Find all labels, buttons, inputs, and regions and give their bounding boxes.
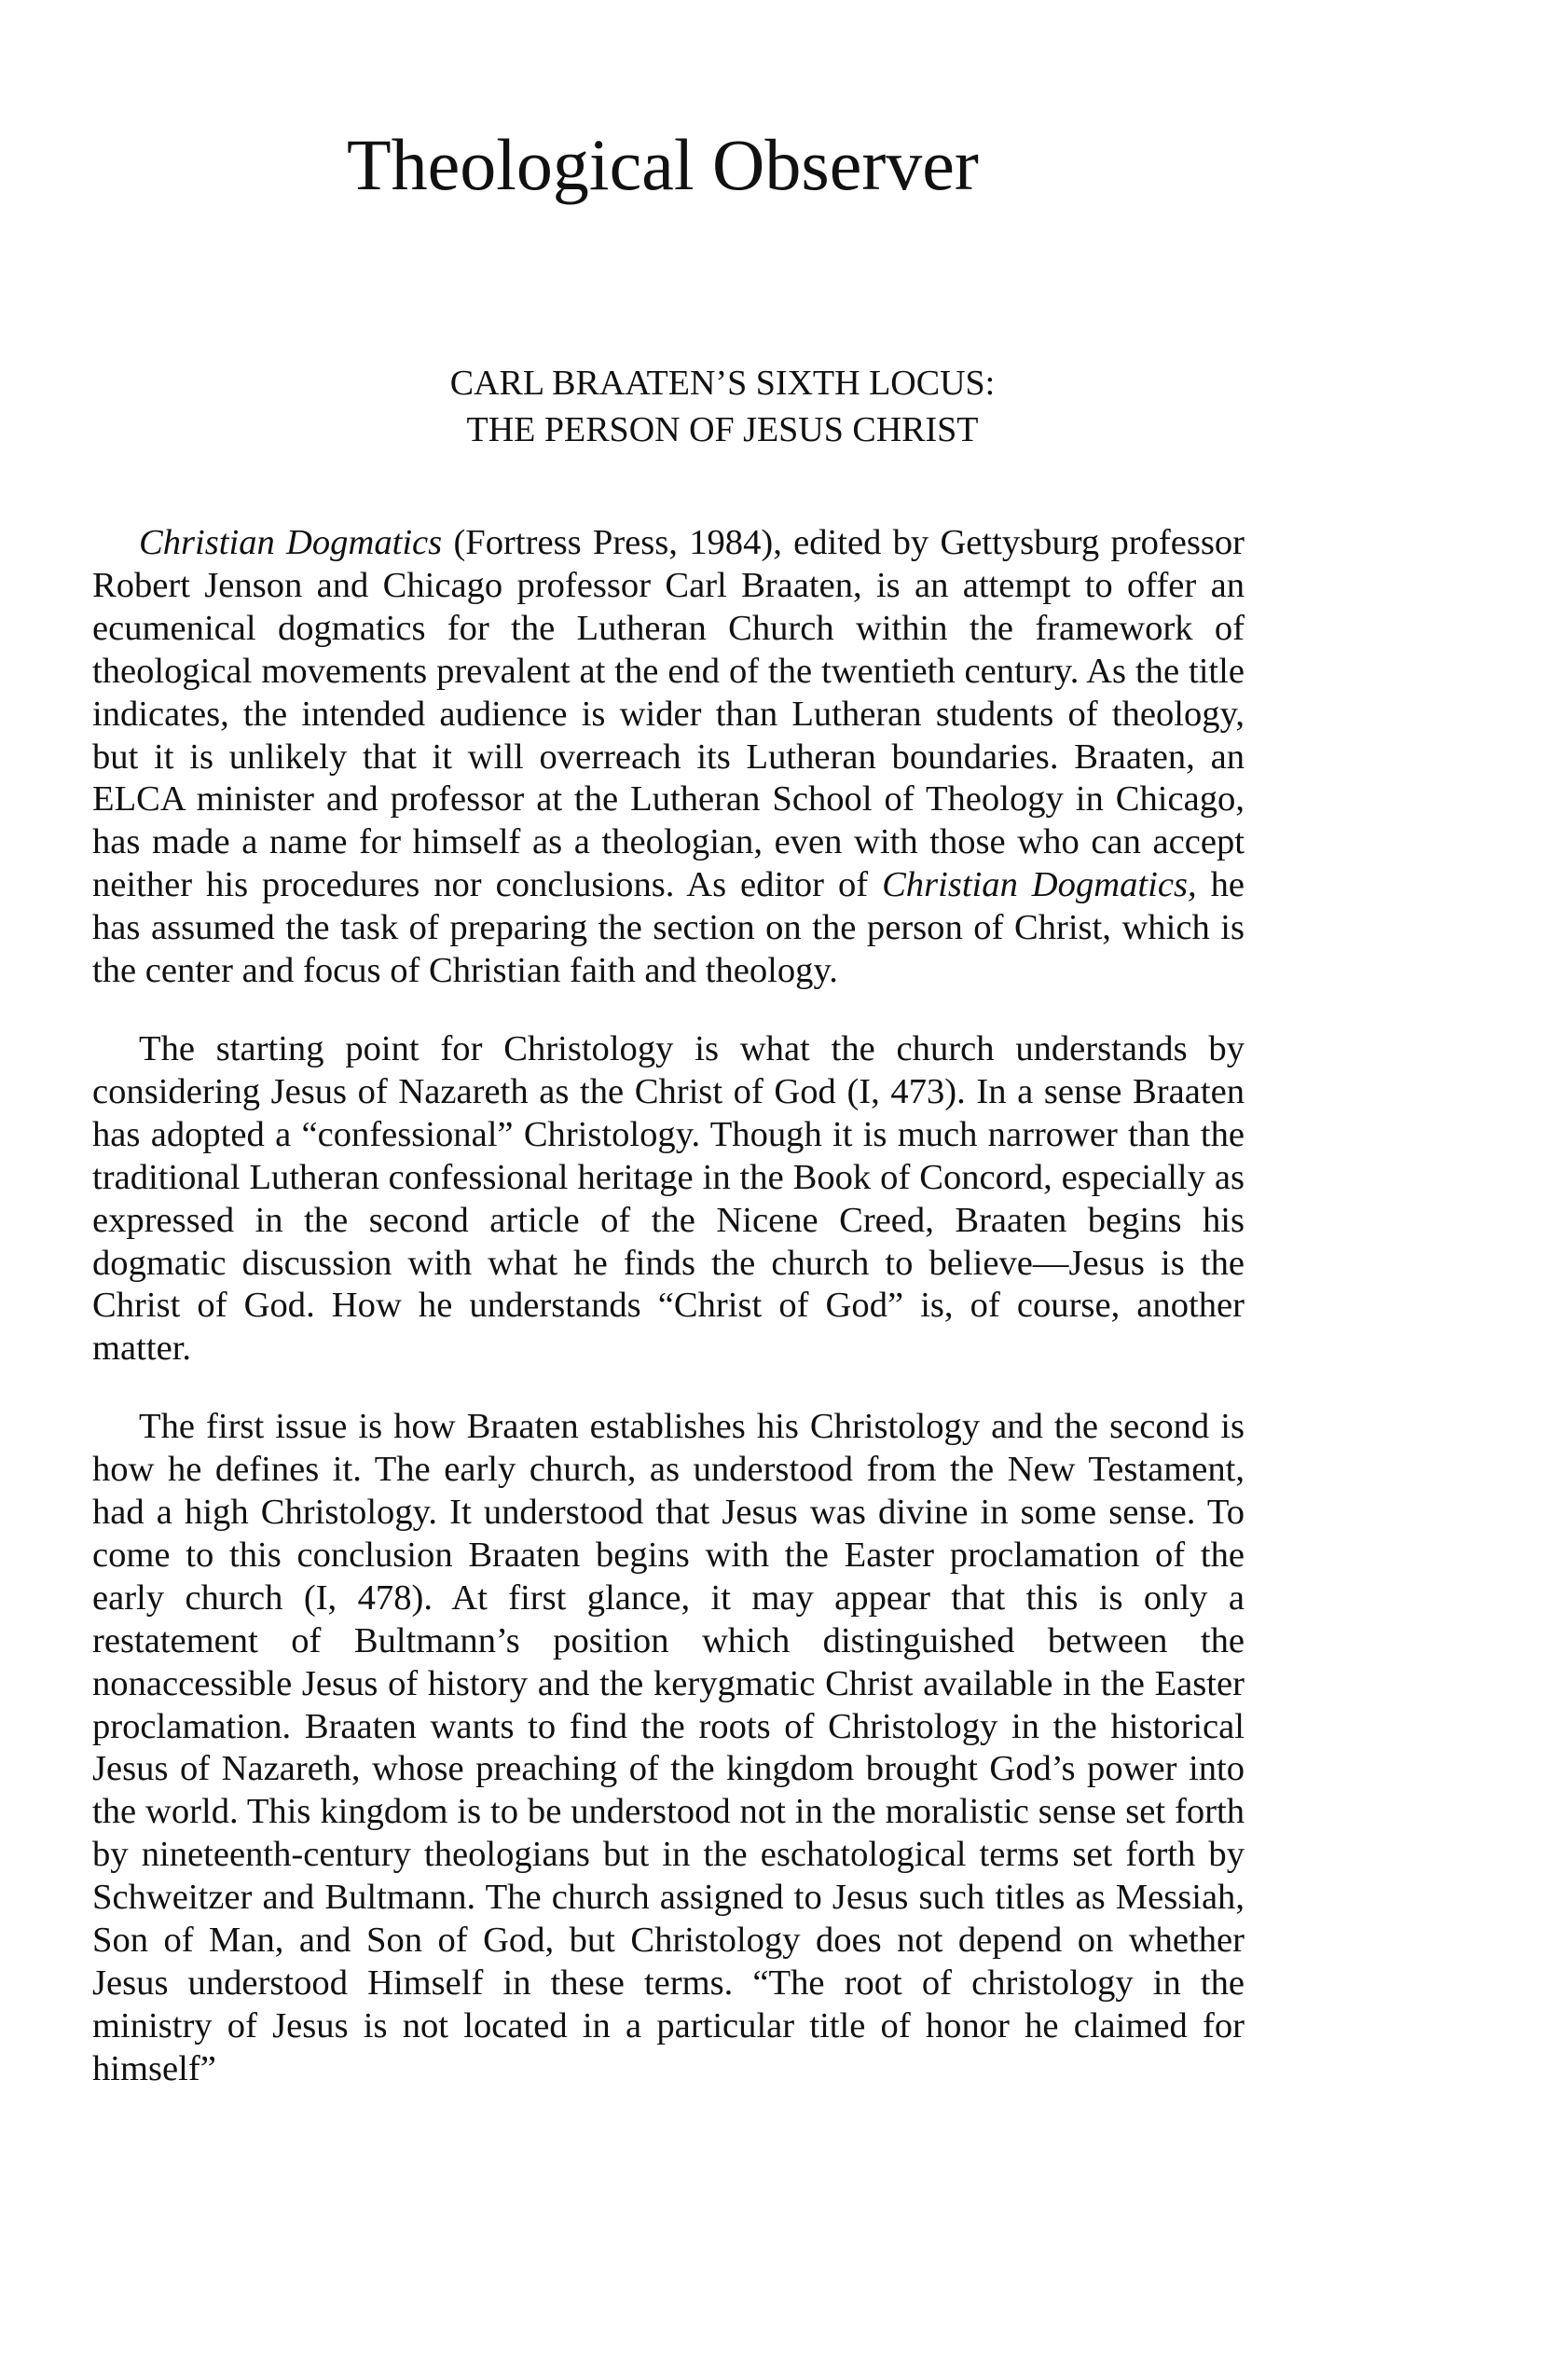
article-heading: [317, 360, 1128, 453]
journal-title: Theological Observer: [347, 124, 979, 205]
article-heading-line-1: CARL BRAATEN’S SIXTH LOCUS:: [449, 364, 996, 403]
book-title: Christian Dogmatics: [139, 523, 443, 562]
paragraph-2: The starting point for Christology is what the church understands by considering Jesus of Nazareth as the Christ of God (I, 473). In a sense Braaten has adopted a “confessional” Christology. Though it is much narrower than the traditional Lutheran confessional heritage in the Book of Concord, especially as expressed in the second article of the Nicene Creed, Braaten begins his dogmatic discussion with what he finds the church to believe—Jesus is the Christ of God. How he understands “Christ of God” is, of course, another matter.: [92, 1028, 1245, 1369]
article-heading-line-2: THE PERSON OF JESUS CHRIST: [466, 410, 979, 449]
paragraph-3: The first issue is how Braaten establishes his Christology and the second is how he defines it. The early church, as understood from the New Testament, had a high Christology. It understood that Jesus was divine in some sense. To come to this conclusion Braaten begins with the Easter proclamation of the early church (I, 478). At first glance, it may appear that this is only a restatement of Bultmann’s position which distinguished between the nonaccessible Jesus of history and the kerygmatic Christ available in the Easter proclamation. Braaten wants to find the roots of Christology in the historical Jesus of Nazareth, whose preaching of the kingdom brought God’s power into the world. This kingdom is to be understood not in the moralistic sense set forth by nineteenth-century theologians but in the eschatological terms set forth by Schweitzer and Bultmann. The church assigned to Jesus such titles as Messiah, Son of Man, and Son of God, but Christology does not depend on whether Jesus understood Himself in these terms. “The root of christology in the ministry of Jesus is not located in a particular title of honor he claimed for himself”: [92, 1407, 1245, 2088]
paragraph-1: [92, 522, 1245, 993]
article-body: [92, 522, 1245, 2091]
paragraph-1-text-end: he has assumed the task of preparing the section on the person of Christ, which is the center and focus of Christian faith and theology.: [92, 865, 1245, 991]
book-title-repeat: Christian Dogmatics,: [882, 865, 1197, 905]
paragraph-1-text: (Fortress Press, 1984), edited by Gettysburg professor Robert Jenson and Chicago professor Carl Braaten, is an attempt to offer an ecumenical dogmatics for the Lutheran Church within the framework of theological movements prevalent at the end of the twentieth century. As the title indicates, the intended audience is wider than Lutheran students of theology, but it is unlikely that it will overreach its Lutheran boundaries. Braaten, an ELCA minister and professor at the Lutheran School of Theology in Chicago, has made a name for himself as a theologian, even with those who can accept neither his procedures nor conclusions. As editor of: [92, 523, 1245, 905]
